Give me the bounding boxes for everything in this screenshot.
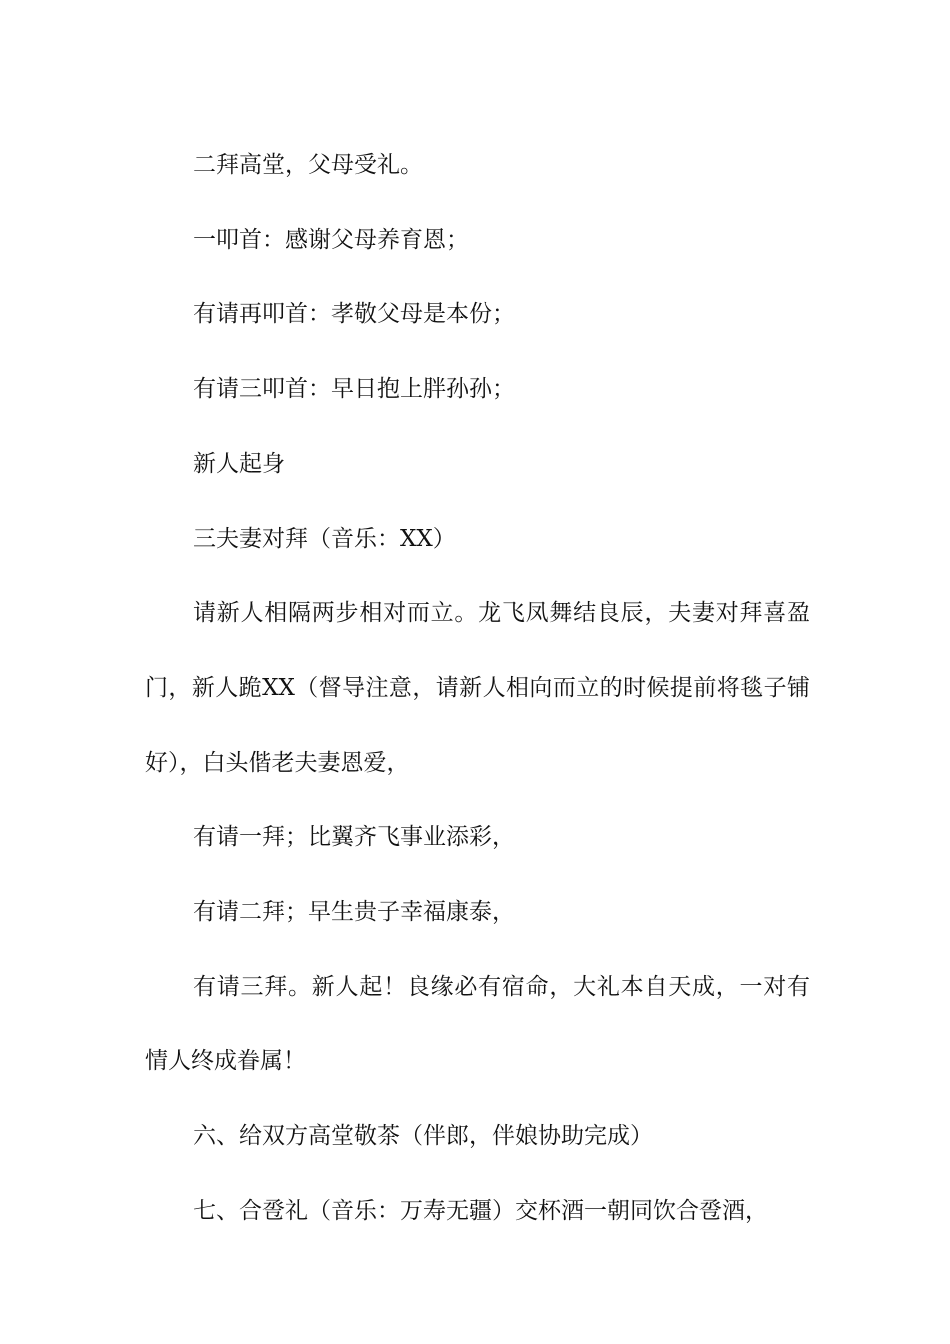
paragraph-couple-bow-instructions: 请新人相隔两步相对而立。龙飞凤舞结良辰，夫妻对拜喜盈门，新人跪XX（督导注意，请新人相向而立的时候提前将毯子铺好），白头偕老夫妻恩爱， [145, 600, 810, 776]
paragraph-tea-ceremony: 六、给双方高堂敬茶（伴郎，伴娘协助完成） [193, 1123, 653, 1150]
paragraph-wine-ceremony: 七、合卺礼（音乐：万寿无疆）交杯酒一朝同饮合卺酒， [193, 1197, 768, 1224]
paragraph-third-couple-bow: 有请三拜。新人起！良缘必有宿命，大礼本自天成，一对有情人终成眷属！ [145, 973, 810, 1075]
document-body [145, 128, 810, 1249]
paragraph-second-bow: 二拜高堂，父母受礼。 [193, 152, 423, 178]
paragraph-second-couple-bow: 有请二拜；早生贵子幸福康泰， [193, 899, 515, 926]
paragraph-couple-rise: 新人起身 [193, 450, 285, 477]
paragraph-third-kowtow: 有请三叩首：早日抱上胖孙孙； [193, 376, 515, 403]
paragraph-couple-bow-heading: 三夫妻对拜（音乐：XX） [193, 525, 456, 552]
paragraph-second-kowtow: 有请再叩首：孝敬父母是本份； [193, 301, 515, 328]
paragraph-first-couple-bow: 有请一拜；比翼齐飞事业添彩， [193, 824, 515, 851]
paragraph-first-kowtow: 一叩首：感谢父母养育恩； [193, 226, 469, 253]
